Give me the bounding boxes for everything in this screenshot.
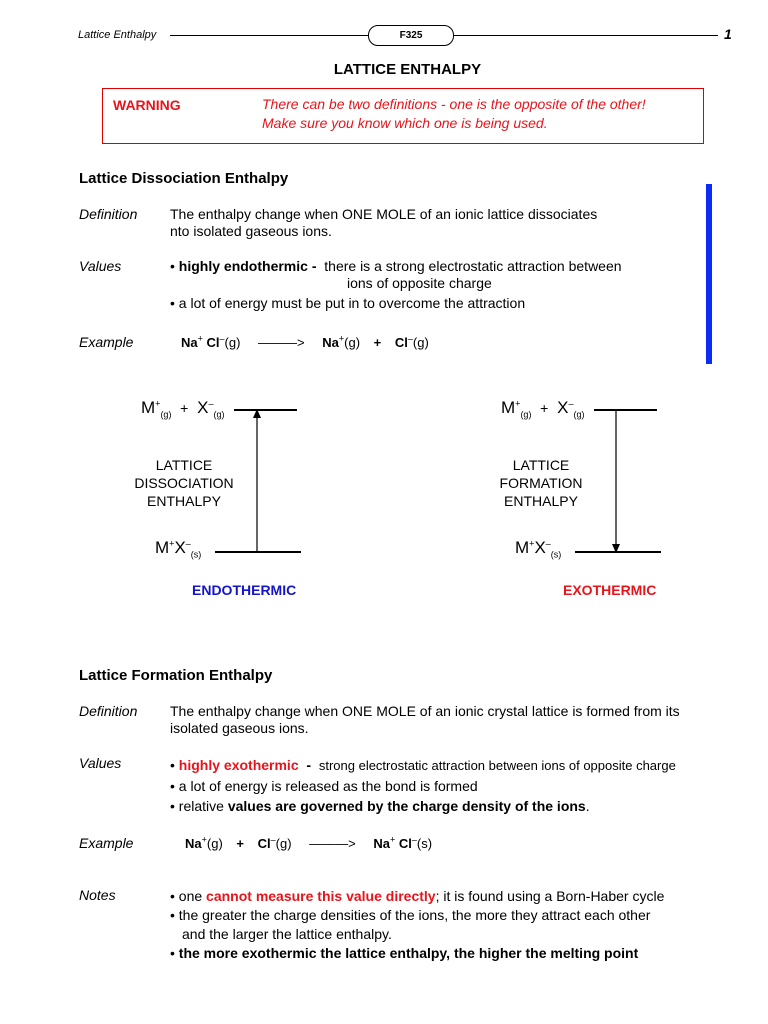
margin-bar — [706, 184, 712, 364]
note-emphasis: cannot measure this value directly — [206, 888, 436, 904]
diagram-left-bottom-level — [215, 551, 301, 553]
ion-charge: – — [208, 398, 214, 409]
eq-sodium: Na — [181, 335, 198, 350]
definition-label: Definition — [79, 703, 138, 719]
diagram-left-label — [124, 456, 244, 510]
notes-bullets — [170, 887, 664, 963]
eq-state: (g) — [412, 335, 429, 350]
ion-symbol: M — [501, 398, 516, 417]
bullet-text: there is a strong electrostatic attraction between — [324, 258, 622, 274]
ion-symbol: M — [141, 398, 156, 417]
eq-chloride: Cl — [257, 836, 271, 851]
bullet-glyph: • — [170, 778, 175, 794]
bullet-emphasis: highly exothermic — [178, 757, 299, 773]
diagram-label-line: FORMATION — [499, 475, 583, 491]
diagram-right-bottom-level — [575, 551, 661, 553]
bullet-glyph: • — [170, 757, 175, 773]
note-continuation: and the larger the lattice enthalpy. — [182, 926, 392, 942]
note-text: the greater the charge densities of the ions, the more they attract each other — [178, 907, 651, 923]
header-doc-name: Lattice Enthalpy — [78, 29, 157, 41]
eq-chloride: Cl — [394, 335, 408, 350]
diagram-right-top-ions — [501, 398, 584, 418]
eq-plus: + — [236, 836, 244, 851]
ion-plus: + — [180, 400, 189, 416]
note-text: one — [178, 888, 207, 904]
ion-charge: + — [515, 398, 521, 409]
eq-state: (s) — [416, 836, 433, 851]
ion-state: (g) — [573, 409, 585, 420]
bullet-dash: - — [311, 258, 317, 274]
ion-symbol: M — [515, 538, 530, 557]
diagram-label-line: ENTHALPY — [504, 493, 578, 509]
bullet-glyph: • — [170, 295, 175, 311]
bullet-text: a lot of energy is released as the bond is formed — [178, 778, 478, 794]
bullet-glyph: • — [170, 798, 175, 814]
header-code-badge: F325 — [368, 25, 454, 46]
bullet-glyph: • — [170, 258, 175, 274]
ion-charge: + — [155, 398, 161, 409]
note-emphasis: the more exothermic the lattice enthalpy, the higher the melting point — [178, 945, 639, 961]
eq-charge: – — [411, 834, 417, 845]
bullet-text: . — [585, 798, 590, 814]
bullet-item — [170, 755, 676, 776]
diagram-left-bottom-lattice — [155, 538, 201, 558]
diagram-label-line: LATTICE — [512, 457, 570, 473]
diagram-left-top-ions — [141, 398, 224, 418]
ion-symbol: X — [534, 538, 546, 557]
bullet-text: a lot of energy must be put in to overcome the attraction — [178, 295, 526, 311]
warning-line-1: There can be two definitions - one is the opposite of the other! — [262, 96, 646, 112]
eq-charge: + — [197, 333, 203, 344]
note-text: ; it is found using a Born-Haber cycle — [435, 888, 665, 904]
bullet-emphasis: highly endothermic — [178, 258, 308, 274]
definition-line: The enthalpy change when ONE MOLE of an ionic lattice dissociates — [170, 206, 598, 222]
bullet-item — [170, 258, 622, 275]
ion-state: (g) — [520, 409, 532, 420]
bullet-glyph: • — [170, 888, 175, 904]
eq-state: (g) — [344, 335, 361, 350]
page-number: 1 — [724, 26, 732, 42]
ion-charge: – — [568, 398, 574, 409]
example-label: Example — [79, 835, 134, 851]
ion-charge: + — [169, 538, 175, 549]
values-bullets — [170, 755, 676, 816]
bullet-glyph: • — [170, 907, 175, 923]
example-label: Example — [79, 334, 134, 350]
bullet-dash: - — [306, 757, 312, 773]
diagram-right-down-arrow — [609, 409, 623, 554]
warning-line-2: Make sure you know which one is being used. — [262, 115, 548, 131]
definition-line: The enthalpy change when ONE MOLE of an ionic crystal lattice is formed from its — [170, 703, 680, 719]
values-label: Values — [79, 755, 122, 771]
eq-sodium: Na — [373, 836, 390, 851]
eq-state: (g) — [275, 836, 292, 851]
eq-state: (g) — [224, 335, 241, 350]
bullet-item — [170, 776, 676, 796]
warning-label: WARNING — [113, 97, 181, 113]
warning-text — [262, 95, 646, 133]
diagram-left-top-level — [234, 409, 297, 411]
ion-symbol: X — [197, 398, 209, 417]
eq-arrow: ———> — [258, 335, 305, 350]
page-title: LATTICE ENTHALPY — [333, 61, 482, 78]
bullet-glyph: • — [170, 945, 175, 961]
eq-sodium: Na — [322, 335, 339, 350]
eq-charge: – — [407, 333, 413, 344]
ion-state: (s) — [550, 549, 562, 560]
note-item — [170, 944, 664, 963]
note-item — [170, 887, 664, 906]
bullet-item — [170, 295, 622, 312]
definition-line: isolated gaseous ions. — [170, 720, 309, 736]
values-label: Values — [79, 258, 122, 274]
exothermic-label: EXOTHERMIC — [563, 582, 657, 598]
eq-charge: – — [219, 333, 225, 344]
eq-chloride: Cl — [206, 335, 220, 350]
definition-label: Definition — [79, 206, 138, 222]
example-equation — [181, 335, 429, 350]
ion-plus: + — [540, 400, 549, 416]
example-equation — [185, 836, 432, 851]
eq-sodium: Na — [185, 836, 202, 851]
eq-plus: + — [373, 335, 382, 350]
notes-label: Notes — [79, 887, 116, 903]
eq-charge: – — [270, 834, 276, 845]
endothermic-label: ENDOTHERMIC — [192, 582, 297, 598]
diagram-label-line: DISSOCIATION — [134, 475, 234, 491]
ion-charge: + — [529, 538, 535, 549]
ion-symbol: M — [155, 538, 170, 557]
diagram-right-label — [481, 456, 601, 510]
ion-symbol: X — [557, 398, 569, 417]
bullet-text: relative — [178, 798, 228, 814]
definition-text — [170, 206, 597, 240]
diagram-right-top-level — [594, 409, 657, 411]
eq-state: (g) — [206, 836, 223, 851]
section-heading-formation: Lattice Formation Enthalpy — [79, 667, 273, 684]
diagram-label-line: LATTICE — [155, 457, 213, 473]
eq-arrow: ———> — [309, 836, 356, 851]
diagram-label-line: ENTHALPY — [147, 493, 221, 509]
bullet-continuation: ions of opposite charge — [347, 275, 492, 291]
values-bullets — [170, 258, 622, 312]
ion-state: (s) — [190, 549, 202, 560]
ion-state: (g) — [160, 409, 172, 420]
ion-state: (g) — [213, 409, 225, 420]
eq-charge: + — [390, 834, 396, 845]
bullet-emphasis: values are governed by the charge density of the ions — [227, 798, 586, 814]
diagram-left-up-arrow — [250, 409, 264, 554]
ion-charge: – — [185, 538, 191, 549]
ion-symbol: X — [174, 538, 186, 557]
ion-charge: – — [545, 538, 551, 549]
eq-charge: + — [201, 834, 207, 845]
definition-line: nto isolated gaseous ions. — [170, 223, 332, 239]
eq-chloride: Cl — [398, 836, 412, 851]
note-item — [170, 906, 664, 925]
bullet-text: strong electrostatic attraction between ions of opposite charge — [318, 758, 676, 773]
diagram-right-bottom-lattice — [515, 538, 561, 558]
eq-charge: + — [338, 333, 345, 344]
section-heading-dissociation: Lattice Dissociation Enthalpy — [79, 170, 289, 187]
bullet-item — [170, 796, 676, 816]
definition-text — [170, 703, 680, 737]
